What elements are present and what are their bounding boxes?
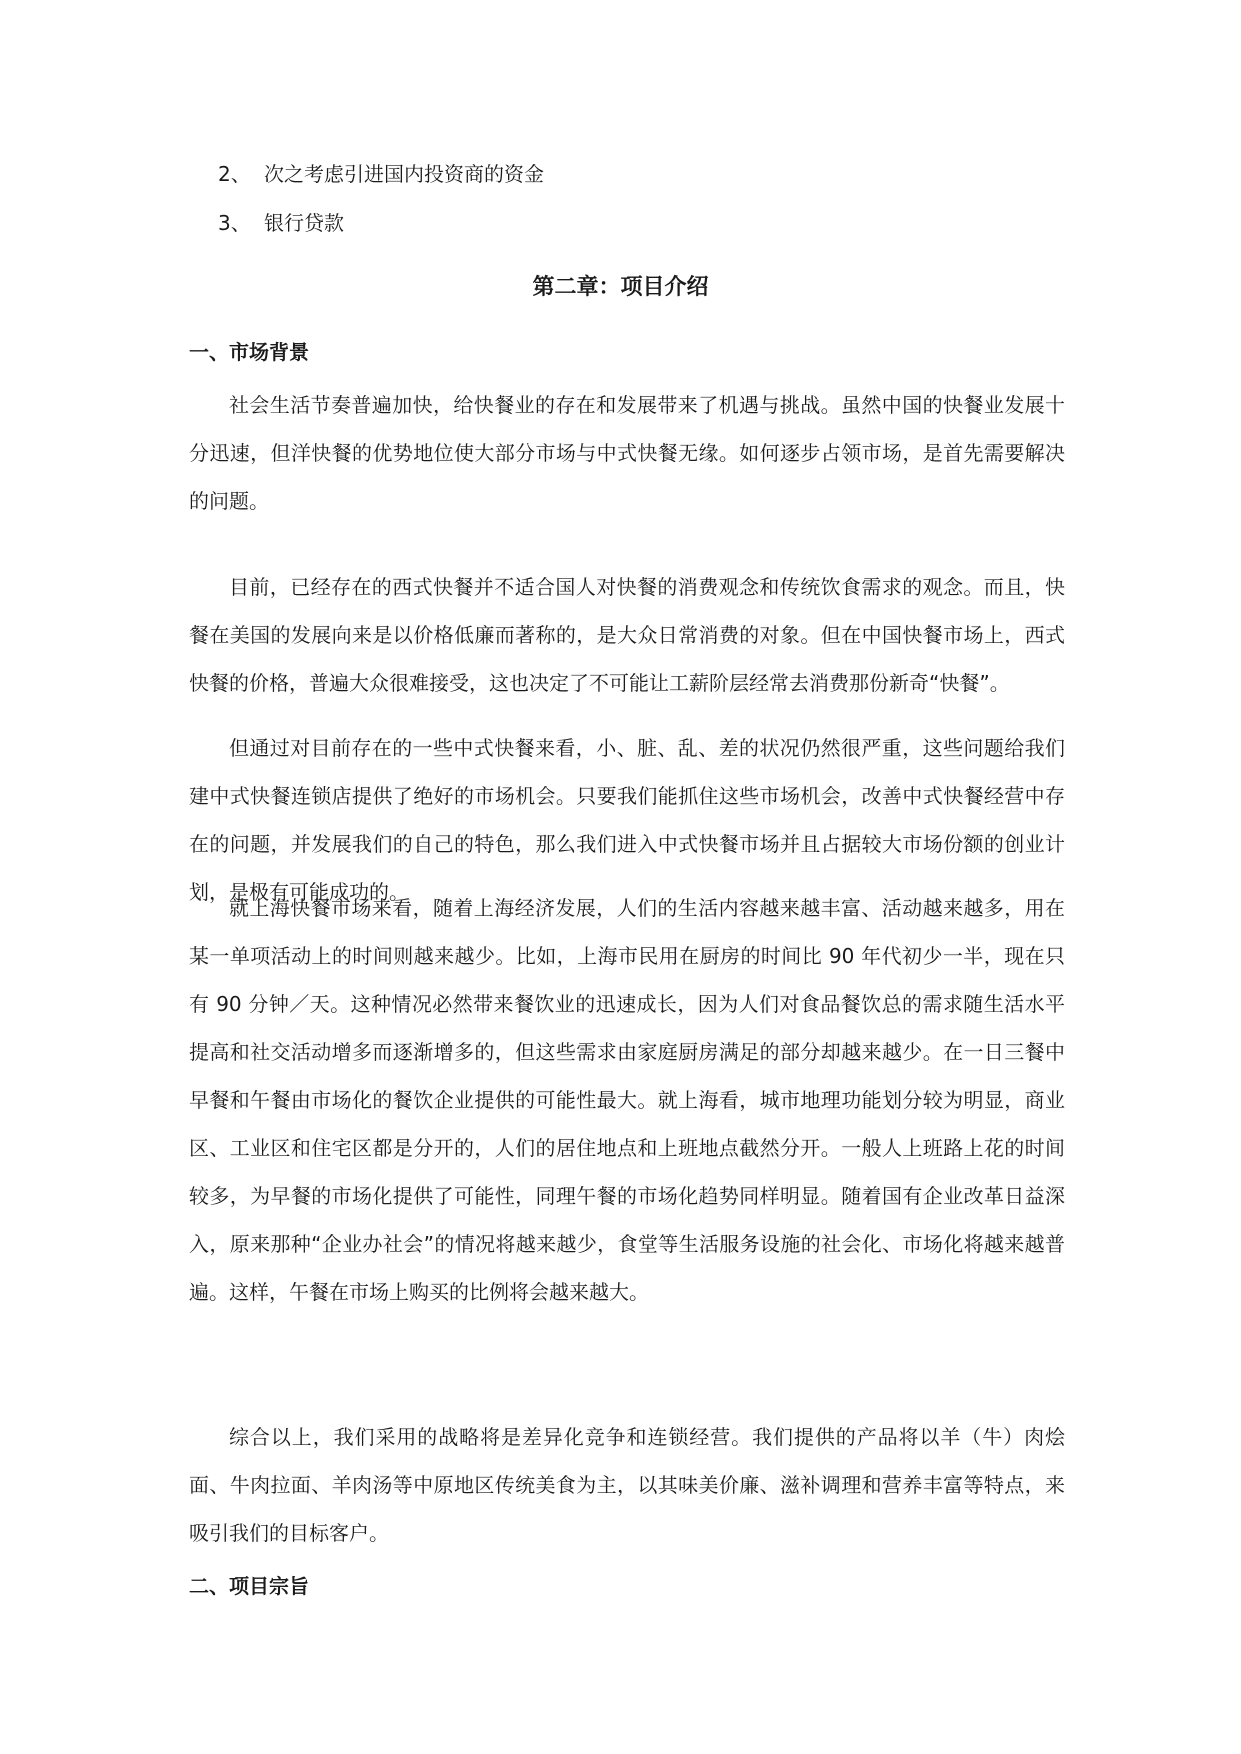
list-item-number: 3、 [218,211,251,235]
section-heading-market-background: 一、市场背景 [189,340,309,364]
list-item-number: 2、 [218,162,251,186]
paragraph: 目前，已经存在的西式快餐并不适合国人对快餐的消费观念和传统饮食需求的观念。而且，快餐在美国的发展向来是以价格低廉而著称的，是大众日常消费的对象。但在中国快餐市场上，西式快餐的价格，普遍大众很难接受，这也决定了不可能让工薪阶层经常去消费那份新奇“快餐”。 [189,575,1065,695]
paragraph: 综合以上，我们采用的战略将是差异化竞争和连锁经营。我们提供的产品将以羊（牛）肉烩面、牛肉拉面、羊肉汤等中原地区传统美食为主，以其味美价廉、滋补调理和营养丰富等特点，来吸引我们的目标客户。 [189,1425,1065,1545]
list-item [218,207,344,239]
paragraph: 就上海快餐市场来看，随着上海经济发展，人们的生活内容越来越丰富、活动越来越多，用在某一单项活动上的时间则越来越少。比如，上海市民用在厨房的时间比 90 年代初少一半，现在只有 90 分钟／天。这种情况必然带来餐饮业的迅速成长，因为人们对食品餐饮总的需求随生活水平提高和社交活动增多而逐渐增多的，但这些需求由家庭厨房满足的部分却越来越少。在一日三餐中早餐和午餐由市场化的餐饮企业提供的可能性最大。就上海看，城市地理功能划分较为明显，商业区、工业区和住宅区都是分开的，人们的居住地点和上班地点截然分开。一般人上班路上花的时间较多，为早餐的市场化提供了可能性，同理午餐的市场化趋势同样明显。随着国有企业改革日益深入，原来那种“企业办社会”的情况将越来越少，食堂等生活服务设施的社会化、市场化将越来越普遍。这样，午餐在市场上购买的比例将会越来越大。 [189,896,1065,1304]
section-heading-project-purpose: 二、项目宗旨 [189,1574,309,1598]
list-item [218,158,544,190]
list-item-text: 银行贷款 [264,211,344,235]
paragraph: 但通过对目前存在的一些中式快餐来看，小、脏、乱、差的状况仍然很严重，这些问题给我们建中式快餐连锁店提供了绝好的市场机会。只要我们能抓住这些市场机会，改善中式快餐经营中存在的问题，并发展我们的自己的特色，那么我们进入中式快餐市场并且占据较大市场份额的创业计划，是极有可能成功的。 [189,736,1065,904]
paragraph: 社会生活节奏普遍加快，给快餐业的存在和发展带来了机遇与挑战。虽然中国的快餐业发展十分迅速，但洋快餐的优势地位使大部分市场与中式快餐无缘。如何逐步占领市场，是首先需要解决的问题。 [189,393,1065,513]
chapter-title: 第二章：项目介绍 [532,275,709,300]
list-item-text: 次之考虑引进国内投资商的资金 [264,162,544,186]
